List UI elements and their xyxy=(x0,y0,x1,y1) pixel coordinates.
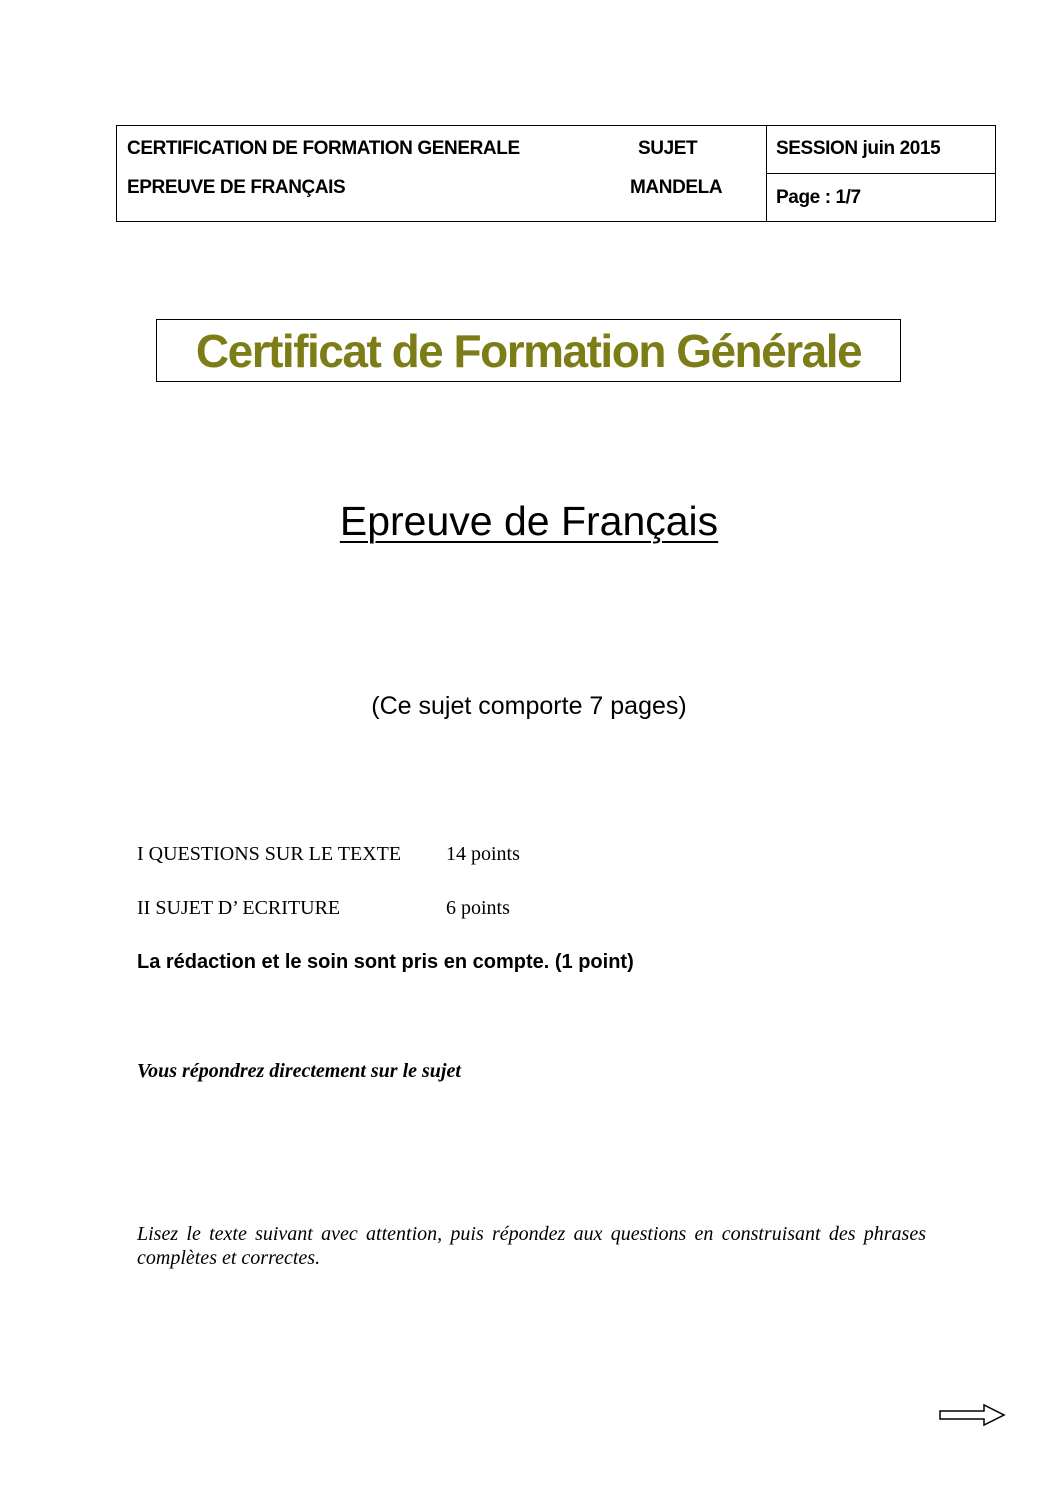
section-row xyxy=(137,897,510,920)
section-points: 14 points xyxy=(446,843,520,865)
grading-note: La rédaction et le soin sont pris en compte. (1 point) xyxy=(137,951,634,973)
section-label: I QUESTIONS SUR LE TEXTE xyxy=(137,843,402,865)
header-epreuve: EPREUVE DE FRANÇAIS xyxy=(127,177,346,198)
header-certification: CERTIFICATION DE FORMATION GENERALE xyxy=(127,138,520,159)
header-session: SESSION juin 2015 xyxy=(776,138,941,159)
header-page-number: Page : 1/7 xyxy=(776,187,861,208)
title-box xyxy=(156,319,901,382)
section-points: 6 points xyxy=(446,897,510,919)
header-mandela: MANDELA xyxy=(630,177,723,198)
header-table xyxy=(116,125,996,222)
header-sujet: SUJET xyxy=(638,138,698,159)
page-title: Certificat de Formation Générale xyxy=(195,324,862,377)
section-row xyxy=(137,843,520,866)
page-subtitle: Epreuve de Français xyxy=(339,498,719,544)
answer-note: Vous répondrez directement sur le sujet xyxy=(137,1060,461,1082)
section-label: II SUJET D’ ECRITURE xyxy=(137,897,341,919)
right-arrow-icon xyxy=(938,1403,1006,1427)
header-divider-horizontal xyxy=(766,173,995,174)
pages-note: (Ce sujet comporte 7 pages) xyxy=(371,692,687,720)
instructions: Lisez le texte suivant avec attention, puis répondez aux questions en construisant des phrases complètes et correctes. xyxy=(137,1223,926,1269)
